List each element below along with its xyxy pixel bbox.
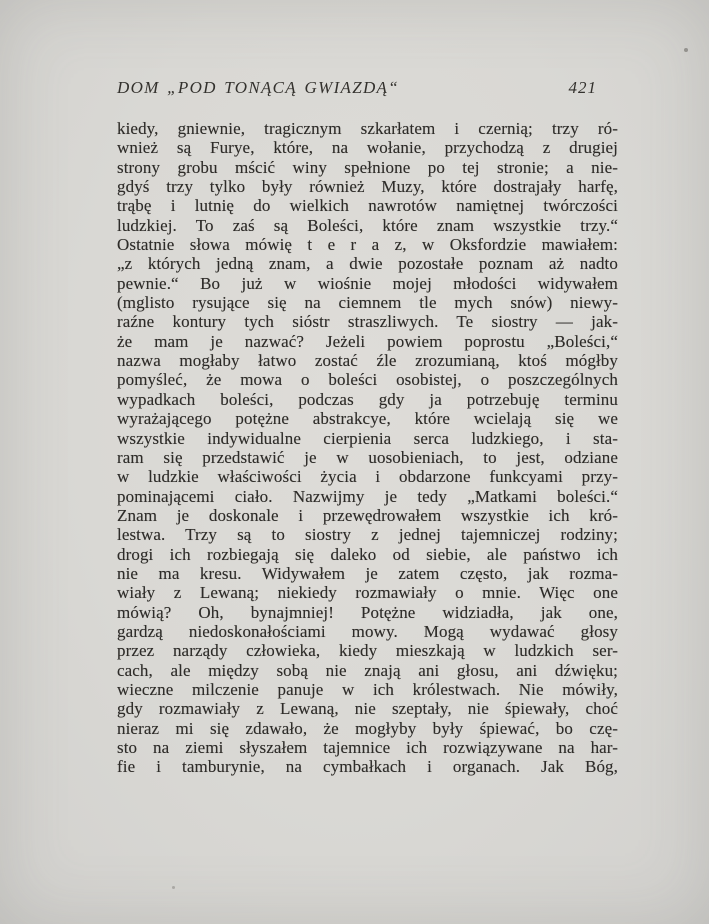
text-line: pewnie.“ Bo już w wiośnie mojej młodości widywałem [117,273,618,293]
text-line: „z których jedną znam, a dwie pozostałe poznam aż nadto [117,254,618,274]
text-line: raźne kontury tych sióstr straszliwych. Te siostry — jak- [117,312,618,332]
text-line: pomyśleć, że mowa o boleści osobistej, o poszczególnych [117,370,618,390]
text-line: wypadkach boleści, podczas gdy ja potrzebuję terminu [117,389,618,409]
scan-speck [172,886,175,889]
text-line: Znam je doskonale i przewędrowałem wszystkie ich kró- [117,505,618,525]
running-title: DOM „POD TONĄCĄ GWIAZDĄ“ [117,78,399,97]
text-line: kiedy, gniewnie, tragicznym szkarłatem i czernią; trzy ró- [117,119,618,138]
body-text [117,119,618,777]
text-line: pominającemi ciało. Nazwijmy je tedy „Matkami boleści.“ [117,486,618,506]
text-line: drogi ich rozbiegają się daleko od siebie, ale państwo ich [117,544,618,564]
text-line: fie i tamburynie, na cymbałkach i organach. Jak Bóg, [117,757,618,777]
running-header [117,78,618,98]
text-line: że mam je nazwać? Jeżeli powiem poprostu „Boleści,“ [117,331,618,351]
text-line: gdy rozmawiały z Lewaną, nie szeptały, nie śpiewały, choć [117,699,618,719]
text-line: strony grobu mścić winy spełnione po tej stronie; a nie- [117,157,618,177]
text-line: lestwa. Trzy są to siostry z jednej tajemniczej rodziny; [117,525,618,545]
text-line: trąbę i lutnię do wielkich nawrotów namiętnej twórczości [117,196,618,216]
text-line: wyrażającego potężne abstrakcye, które wcielają się we [117,409,618,429]
text-line: wszystkie indywidualne cierpienia serca ludzkiego, i sta- [117,428,618,448]
text-line: nie ma kresu. Widywałem je zatem często, jak rozma- [117,563,618,583]
text-line: gdyś trzy tylko były również Muzy, które dostrajały harfę, [117,177,618,197]
text-line: wiały z Lewaną; niekiedy rozmawiały o mnie. Więc one [117,583,618,603]
page-number: 421 [568,78,597,97]
text-line: nieraz mi się zdawało, że mogłyby były śpiewać, bo czę- [117,718,618,738]
text-line: ludzkiej. To zaś są Boleści, które znam wszystkie trzy.“ [117,215,618,235]
text-line: mówią? Oh, bynajmniej! Potężne widziadła, jak one, [117,602,618,622]
text-line: wnież są Furye, które, na wołanie, przychodzą z drugiej [117,138,618,158]
text-line: nazwa mogłaby łatwo zostać źle zrozumianą, ktoś mógłby [117,351,618,371]
text-line: gardzą niedoskonałościami mowy. Mogą wydawać głosy [117,621,618,641]
scan-speck [684,48,688,52]
text-line: sto na ziemi słyszałem tajemnice ich rozwiązywane na har- [117,738,618,757]
text-line: (mglisto rysujące się na ciemnem tle mych snów) niewy- [117,293,618,313]
text-line: w ludzkie właściwości życia i obdarzone funkcyami przy- [117,467,618,487]
text-line: wieczne milczenie panuje w ich królestwach. Nie mówiły, [117,679,618,699]
text-line: cach, ale między sobą nie znają ani głosu, ani dźwięku; [117,660,618,680]
text-line: Ostatnie słowa mówię t e r a z, w Oksfordzie mawiałem: [117,235,618,255]
text-line: ram się przedstawić je w uosobieniach, to jest, odziane [117,447,618,467]
text-line: przez narządy człowieka, kiedy mieszkają w ludzkich ser- [117,641,618,661]
page-content [117,78,618,777]
